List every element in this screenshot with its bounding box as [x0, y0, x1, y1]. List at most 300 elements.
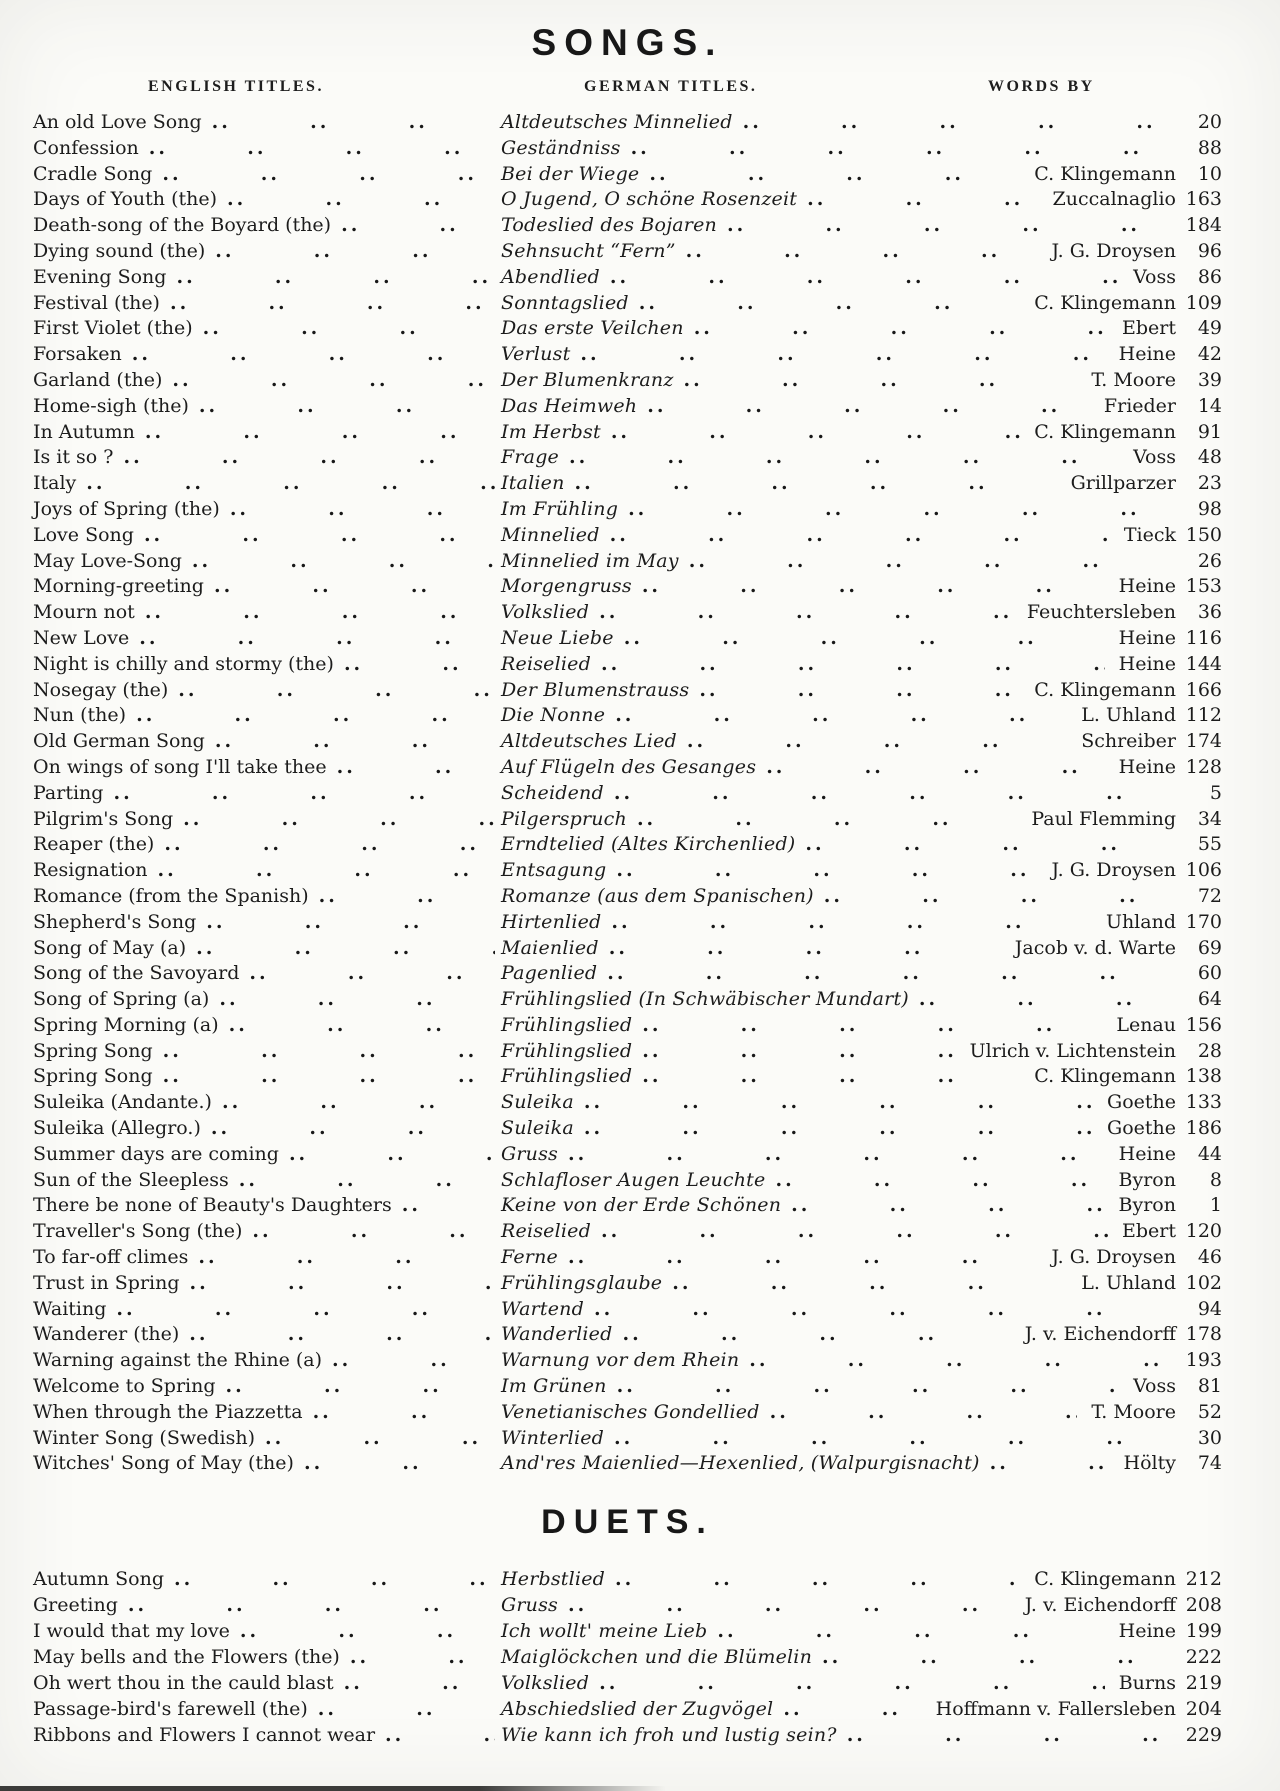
index-row [33, 600, 1222, 626]
dot-leader [227, 187, 495, 213]
german-title-cell [501, 471, 1176, 497]
dot-leader [601, 652, 1105, 678]
index-row [33, 162, 1222, 188]
german-title-cell [501, 239, 1176, 265]
english-title: Witches' Song of May (the) [33, 1452, 294, 1475]
english-title-cell [33, 1426, 501, 1452]
page-number: 222 [1185, 1646, 1222, 1669]
german-title-cell [501, 1374, 1176, 1400]
german-title: Wartend [501, 1297, 584, 1320]
dot-leader [672, 1271, 1067, 1297]
dot-leader [616, 858, 1037, 884]
german-title-cell [501, 1219, 1176, 1245]
words-by-author: L. Uhland [1081, 1271, 1176, 1294]
english-title: Cradle Song [33, 162, 153, 185]
english-title-cell [33, 213, 501, 239]
index-row [33, 187, 1222, 213]
dot-leader [609, 936, 1001, 962]
german-title-cell [501, 549, 1176, 575]
german-title-cell [501, 291, 1176, 317]
german-title: Ferne [501, 1246, 558, 1269]
german-title-cell [501, 1426, 1176, 1452]
english-title: Night is chilly and stormy (the) [33, 652, 334, 675]
english-title-cell [33, 574, 501, 600]
dot-leader [642, 574, 1105, 600]
german-title-cell [501, 213, 1176, 239]
dot-leader [689, 549, 1170, 575]
english-title-cell [33, 471, 501, 497]
english-title: Home-sigh (the) [33, 394, 189, 417]
english-title-cell [33, 342, 501, 368]
dot-leader [190, 1271, 495, 1297]
page-number: 150 [1185, 523, 1222, 546]
german-title-cell [501, 1696, 1176, 1722]
german-title: Volkslied [501, 1672, 590, 1695]
dot-leader [139, 626, 495, 652]
dot-leader [319, 884, 495, 910]
english-title-cell [33, 781, 501, 807]
page-number: 74 [1197, 1452, 1222, 1475]
index-row [33, 342, 1222, 368]
german-title-cell [501, 316, 1176, 342]
english-title-cell [33, 110, 501, 136]
english-title: Suleika (Allegro.) [33, 1117, 201, 1140]
english-title-cell [33, 523, 501, 549]
german-title: Abendlied [501, 265, 600, 288]
dot-leader [568, 1245, 1038, 1271]
german-title-cell [501, 1039, 1176, 1065]
english-title: Traveller's Song (the) [33, 1220, 243, 1243]
index-row [33, 858, 1222, 884]
dot-leader [162, 162, 495, 188]
english-title-cell [33, 1297, 501, 1323]
english-title: Song of May (a) [33, 936, 187, 959]
dot-leader [350, 1644, 495, 1670]
german-title-cell [501, 497, 1176, 523]
index-row [33, 1426, 1222, 1452]
index-row [33, 703, 1222, 729]
english-title-cell [33, 394, 501, 420]
dot-leader [318, 1696, 495, 1722]
german-title-cell [501, 1348, 1176, 1374]
index-row [33, 420, 1222, 446]
page-number: 52 [1197, 1400, 1222, 1423]
dot-leader [164, 832, 495, 858]
page-number: 42 [1197, 343, 1222, 366]
german-title: Maiglöckchen und die Blümelin [501, 1646, 813, 1669]
english-title-cell [33, 1168, 501, 1194]
german-title: Frühlingslied [501, 1013, 633, 1036]
german-title-cell [501, 626, 1176, 652]
english-title-cell [33, 652, 501, 678]
dot-leader [252, 1219, 495, 1245]
german-title-cell [501, 420, 1176, 446]
dot-leader [240, 1618, 495, 1644]
english-title: New Love [33, 626, 130, 649]
english-title: Dying sound (the) [33, 239, 206, 262]
english-title-cell [33, 445, 501, 471]
dot-leader [649, 162, 1020, 188]
german-title: Wie kann ich froh und lustig sein? [501, 1724, 837, 1747]
dot-leader [344, 652, 495, 678]
page-number: 46 [1197, 1246, 1222, 1269]
english-title: Trust in Spring [33, 1271, 180, 1294]
german-title: Reiselied [501, 1220, 591, 1243]
dot-leader [192, 549, 495, 575]
dot-leader [123, 445, 495, 471]
dot-leader [775, 1168, 1104, 1194]
dot-leader [610, 265, 1119, 291]
dot-leader [624, 626, 1105, 652]
page-number: 20 [1197, 111, 1222, 133]
page-number: 86 [1197, 265, 1222, 288]
dot-leader [136, 703, 495, 729]
english-title: Warning against the Rhine (a) [33, 1349, 323, 1372]
dot-leader [615, 703, 1067, 729]
dot-leader [199, 394, 495, 420]
german-title-cell [501, 703, 1176, 729]
index-row [33, 1322, 1222, 1348]
page-number: 186 [1185, 1117, 1222, 1140]
english-title-cell [33, 1219, 501, 1245]
page-number: 1 [1209, 1194, 1222, 1217]
english-title: Greeting [33, 1594, 118, 1617]
index-row [33, 807, 1222, 833]
words-by-author: Tieck [1123, 523, 1176, 546]
dot-leader [332, 1348, 495, 1374]
words-by-author: Byron [1118, 1194, 1176, 1217]
page-number: 39 [1197, 368, 1222, 391]
dot-leader [686, 239, 1038, 265]
english-title-cell [33, 1271, 501, 1297]
english-title-cell [33, 1348, 501, 1374]
german-title: Sehnsucht “Fern” [501, 239, 676, 262]
english-title: Confession [33, 136, 139, 159]
german-title-cell [501, 1168, 1176, 1194]
index-row [33, 1297, 1222, 1323]
german-title: Das erste Veilchen [501, 317, 684, 340]
dot-leader [749, 1348, 1170, 1374]
german-title: Im Frühling [501, 497, 619, 520]
german-title: Der Blumenkranz [501, 368, 674, 391]
page-number: 94 [1197, 1297, 1222, 1320]
index-row [33, 652, 1222, 678]
english-title-cell [33, 1451, 501, 1477]
dot-leader [568, 1592, 1011, 1618]
page-number: 102 [1185, 1271, 1222, 1294]
english-title: Summer days are coming [33, 1142, 279, 1165]
words-by-author: Ebert [1122, 1220, 1176, 1243]
dot-leader [614, 781, 1170, 807]
english-title: Resignation [33, 859, 148, 882]
german-title: Geständniss [501, 136, 621, 159]
words-by-author: J. G. Droysen [1051, 1246, 1176, 1269]
german-title-cell [501, 265, 1176, 291]
dot-leader [628, 497, 1170, 523]
german-title: Herbstlied [501, 1568, 606, 1591]
german-title-cell [501, 936, 1176, 962]
english-title: Evening Song [33, 265, 167, 288]
dot-leader [743, 110, 1170, 136]
german-title: Frühlingslied (In Schwäbischer Mundart) [501, 988, 909, 1011]
dot-leader [163, 1064, 495, 1090]
german-title: Frühlingsglaube [501, 1271, 663, 1294]
german-title-cell [501, 1618, 1176, 1644]
german-title: Im Grünen [501, 1375, 607, 1398]
english-title-cell [33, 936, 501, 962]
page-number: 10 [1197, 162, 1222, 185]
words-by-author: J. G. Droysen [1051, 239, 1176, 262]
english-title-cell [33, 1090, 501, 1116]
english-title-cell [33, 1592, 501, 1618]
page-number: 8 [1209, 1168, 1222, 1191]
german-title: Frühlingslied [501, 1065, 633, 1088]
page-number: 193 [1185, 1349, 1222, 1372]
german-title-cell [501, 1322, 1176, 1348]
page-number: 153 [1185, 575, 1222, 598]
german-title-cell [501, 1271, 1176, 1297]
german-title: Abschiedslied der Zugvögel [501, 1698, 774, 1721]
index-row [33, 832, 1222, 858]
index-row [33, 1013, 1222, 1039]
index-row [33, 1400, 1222, 1426]
dot-leader [770, 1400, 1078, 1426]
words-by-author: J. v. Eichendorff [1024, 1594, 1176, 1617]
dot-leader [611, 420, 1020, 446]
words-by-author: T. Moore [1091, 1400, 1176, 1423]
english-title-cell [33, 884, 501, 910]
index-row [33, 445, 1222, 471]
english-title-cell [33, 910, 501, 936]
german-title: Maienlied [501, 936, 599, 959]
index-row [33, 626, 1222, 652]
index-row [33, 368, 1222, 394]
words-by-author: Heine [1118, 755, 1176, 778]
index-row [33, 1451, 1222, 1477]
dot-leader [344, 1670, 495, 1696]
english-title: Nun (the) [33, 704, 127, 727]
page-number: 156 [1185, 1013, 1222, 1036]
words-by-author: Frieder [1103, 394, 1176, 417]
index-row [33, 1142, 1222, 1168]
german-title-cell [501, 1116, 1176, 1142]
scan-artifact [0, 1786, 666, 1791]
dot-leader [919, 987, 1170, 1013]
english-title: In Autumn [33, 420, 135, 443]
english-title: There be none of Beauty's Daughters [33, 1194, 392, 1217]
english-title: Death-song of the Boyard (the) [33, 214, 332, 237]
index-row [33, 291, 1222, 317]
dot-leader [642, 1064, 1020, 1090]
english-title-cell [33, 1374, 501, 1400]
german-title-cell [501, 678, 1176, 704]
dot-leader [265, 1426, 495, 1452]
words-by-author: Heine [1118, 343, 1176, 366]
german-title-cell [501, 910, 1176, 936]
german-title: Sonntagslied [501, 291, 629, 314]
english-title: Nosegay (the) [33, 678, 169, 701]
dot-leader [163, 1039, 495, 1065]
index-row [33, 987, 1222, 1013]
german-title-cell [501, 961, 1176, 987]
page-number: 64 [1197, 988, 1222, 1011]
dot-leader [337, 755, 495, 781]
german-title: Winterlied [501, 1426, 605, 1449]
dot-leader [766, 755, 1104, 781]
english-title: Reaper (the) [33, 833, 155, 856]
english-title-cell [33, 807, 501, 833]
english-title-cell [33, 187, 501, 213]
index-row [33, 471, 1222, 497]
dot-leader [214, 574, 495, 600]
dot-leader [824, 884, 1170, 910]
index-row [33, 1245, 1222, 1271]
index-row [33, 755, 1222, 781]
songs-section-title: SONGS. [531, 22, 724, 63]
dot-leader [990, 1451, 1110, 1477]
german-title: Minnelied im May [501, 549, 679, 572]
english-title: I would that my love [33, 1620, 230, 1643]
duets-index-list [33, 1566, 1222, 1748]
german-title-cell [501, 1722, 1176, 1748]
german-title: Venetianisches Gondellied [501, 1400, 760, 1423]
english-title: Welcome to Spring [33, 1375, 216, 1398]
dot-leader [158, 858, 496, 884]
english-title-cell [33, 136, 501, 162]
page-number: 34 [1197, 807, 1222, 830]
english-title-cell [33, 162, 501, 188]
words-by-author: Grillparzer [1070, 472, 1176, 495]
page-number: 212 [1185, 1568, 1222, 1591]
english-title: Forsaken [33, 343, 122, 366]
english-title: Oh wert thou in the cauld blast [33, 1672, 334, 1695]
index-row [33, 1592, 1222, 1618]
words-by-author: Voss [1133, 446, 1176, 469]
german-title: Suleika [501, 1091, 574, 1114]
dot-leader [847, 1722, 1170, 1748]
dot-leader [642, 1013, 1102, 1039]
german-title-cell [501, 755, 1176, 781]
words-by-author: Ebert [1122, 317, 1176, 340]
dot-leader [631, 136, 1170, 162]
english-title-cell [33, 1400, 501, 1426]
german-title-cell [501, 1193, 1176, 1219]
english-title: Spring Morning (a) [33, 1013, 219, 1036]
german-title-cell [501, 1644, 1176, 1670]
dot-leader [569, 445, 1119, 471]
english-title: Old German Song [33, 730, 205, 753]
english-title-cell [33, 1064, 501, 1090]
english-title: Joys of Spring (the) [33, 497, 220, 520]
german-title: Altdeutsches Lied [501, 730, 677, 753]
page-number: 184 [1185, 214, 1222, 237]
german-title-cell [501, 1245, 1176, 1271]
english-title: Days of Youth (the) [33, 188, 218, 211]
english-title-cell [33, 1142, 501, 1168]
german-title-cell [501, 1090, 1176, 1116]
dot-leader [128, 1592, 495, 1618]
dot-leader [594, 1297, 1170, 1323]
index-row [33, 1670, 1222, 1696]
english-title: When through the Piazzetta [33, 1400, 303, 1423]
german-title: Erndtelied (Altes Kirchenlied) [501, 833, 796, 856]
dot-leader [289, 1142, 495, 1168]
index-row [33, 549, 1222, 575]
english-title-cell [33, 961, 501, 987]
page-number: 36 [1197, 601, 1222, 624]
english-title: Spring Song [33, 1065, 153, 1088]
english-title-cell [33, 497, 501, 523]
english-title-cell [33, 1245, 501, 1271]
index-row [33, 1271, 1222, 1297]
dot-leader [230, 497, 495, 523]
german-title: Minnelied [501, 523, 600, 546]
english-title-cell [33, 1322, 501, 1348]
german-title-cell [501, 1592, 1176, 1618]
dot-leader [614, 1426, 1170, 1452]
german-title: Neue Liebe [501, 626, 614, 649]
words-by-author: Heine [1118, 1142, 1176, 1165]
page-number: 138 [1185, 1065, 1222, 1088]
page-number: 55 [1197, 833, 1222, 856]
page-number: 219 [1185, 1672, 1222, 1695]
page-number: 91 [1197, 420, 1222, 443]
page-number: 133 [1185, 1091, 1222, 1114]
german-title-cell [501, 136, 1176, 162]
page-number: 14 [1197, 394, 1222, 417]
english-title: Mourn not [33, 601, 135, 624]
dot-leader [196, 936, 495, 962]
index-row [33, 574, 1222, 600]
index-row [33, 884, 1222, 910]
dot-leader [239, 1168, 495, 1194]
english-title-cell [33, 626, 501, 652]
english-title: An old Love Song [33, 111, 202, 133]
words-by-author: J. v. Eichendorff [1024, 1323, 1176, 1346]
dot-leader [341, 213, 495, 239]
page-number: 170 [1185, 910, 1222, 933]
dot-leader [599, 600, 1013, 626]
english-title: Song of the Savoyard [33, 962, 240, 985]
german-title: Bei der Wiege [501, 162, 640, 185]
index-row [33, 961, 1222, 987]
words-by-author: Zuccalnaglio [1052, 188, 1176, 211]
german-title-cell [501, 858, 1176, 884]
german-title-cell [501, 1064, 1176, 1090]
english-title: Wanderer (the) [33, 1323, 180, 1346]
german-title-cell [501, 574, 1176, 600]
german-title: Der Blumenstrauss [501, 678, 690, 701]
dot-leader [727, 213, 1170, 239]
english-title-cell [33, 368, 501, 394]
index-row [33, 678, 1222, 704]
english-title: Shepherd's Song [33, 910, 197, 933]
german-title: Reiselied [501, 652, 591, 675]
dot-leader [113, 781, 495, 807]
dot-leader [86, 471, 495, 497]
dot-leader [610, 523, 1110, 549]
index-row [33, 1064, 1222, 1090]
dot-leader [642, 1039, 955, 1065]
index-row [33, 781, 1222, 807]
page-number: 44 [1197, 1142, 1222, 1165]
german-title: Volkslied [501, 601, 590, 624]
english-title-cell [33, 265, 501, 291]
dot-leader [183, 807, 495, 833]
german-title: Suleika [501, 1117, 574, 1140]
english-title: Waiting [33, 1297, 107, 1320]
words-by-author: Heine [1118, 626, 1176, 649]
